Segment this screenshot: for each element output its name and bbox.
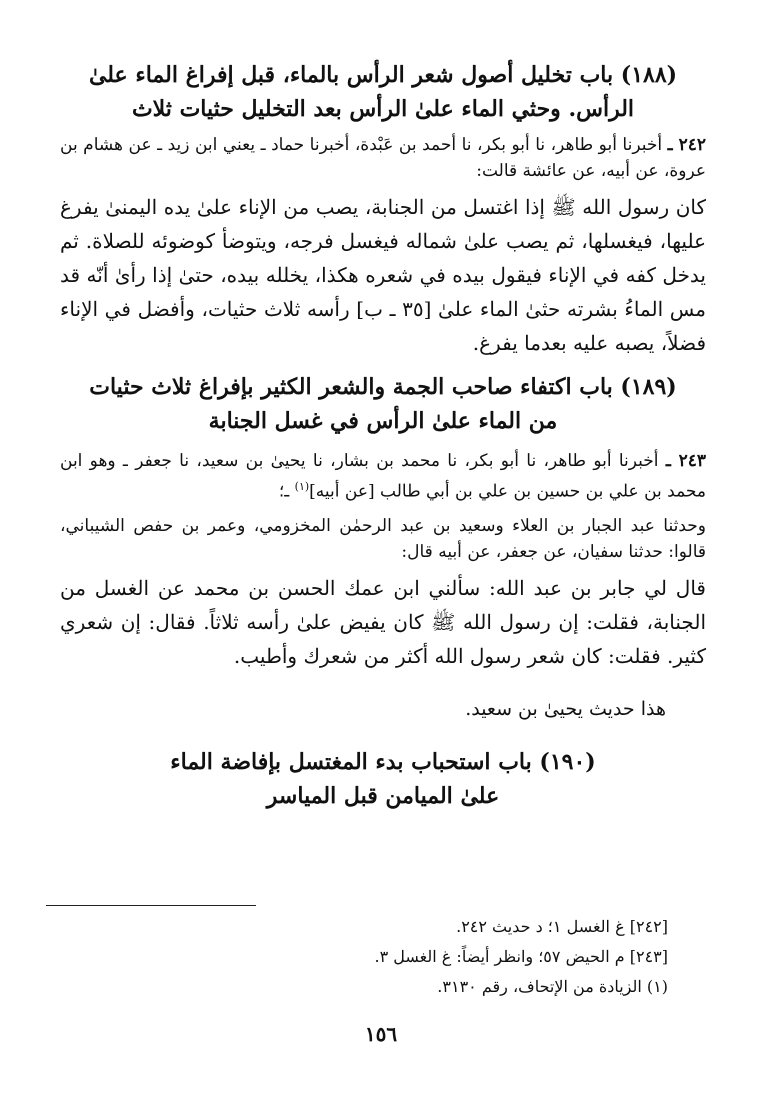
isnad-end: ـ؛ [278, 481, 295, 502]
isnad-text: أخبرنا أبو طاهر، نا أبو بكر، نا أحمد بن عَبْدة، أخبرنا حماد ـ يعني ابن زيد ـ عن هشام بن عروة، عن أبيه، عن عائشة قالت: [60, 135, 706, 181]
footnote-ref: (١) [294, 480, 310, 493]
hadith-number: ٢٤٣ ـ [665, 451, 707, 471]
isnad-text: أخبرنا أبو طاهر، نا أبو بكر، نا محمد بن بشار، نا يحيىٰ بن سعيد، نا جعفر ـ وهو ابن محمد بن علي بن حسين بن علي بن أبي طالب [عن أبيه] [60, 451, 706, 502]
page-number: ١٥٦ [364, 1022, 398, 1046]
footnotes [60, 912, 668, 1002]
chapter-heading-189 [60, 370, 706, 438]
footnote-item: [٢٤٣] م الحيض ٥٧؛ وانظر أيضاً: غ الغسل ٣. [374, 947, 668, 966]
chapter-heading-190 [60, 745, 706, 813]
footnote-divider [46, 905, 256, 906]
hadith-243-isnad [60, 448, 706, 505]
hadith-242-matn: كان رسول الله ﷺ إذا اغتسل من الجنابة، يصب من الإناء علىٰ يده اليمنىٰ يفرغ عليها، فيغسلها، ثم يصب علىٰ شماله فيغسل فرجه، ويتوضأ كوضوئه للصلاة. ثم يدخل كفه في الإناء فيقول بيده في شعره هكذا، يخلله بيده، حتىٰ إذا رأىٰ أنّه قد مس الماءُ بشرته حثىٰ الماء علىٰ [٣٥ ـ ب] رأسه ثلاث حثيات، وأفضل في الإناء فضلاً، يصبه عليه بعدما يفرغ. [60, 195, 706, 355]
chapter-heading-line: الرأس. وحثي الماء علىٰ الرأس بعد التخليل حثيات ثلاث [131, 96, 635, 122]
hadith-243-isnad-second: وحدثنا عبد الجبار بن العلاء وسعيد بن عبد الرحمٰن المخزومي، وعمر بن حفص الشيباني، قالوا: حدثنا سفيان، عن جعفر، عن أبيه قال: [60, 515, 706, 562]
chapter-heading-line: من الماء علىٰ الرأس في غسل الجنابة [208, 408, 558, 434]
chapter-heading-line: (١٨٩) باب اكتفاء صاحب الجمة والشعر الكثير بإفراغ ثلاث حثيات [89, 374, 677, 400]
chapter-heading-line: (١٨٨) باب تخليل أصول شعر الرأس بالماء، قبل إفراغ الماء علىٰ [88, 62, 678, 88]
chapter-heading-line: (١٩٠) باب استحباب بدء المغتسل بإفاضة الماء [170, 748, 596, 775]
hadith-242-isnad [60, 132, 706, 184]
chapter-heading-188 [60, 58, 706, 126]
hadith-243-matn: قال لي جابر بن عبد الله: سألني ابن عمك الحسن بن محمد عن الغسل من الجنابة، فقلت: إن رسول الله ﷺ كان يفيض علىٰ رأسه ثلاثاً. فقال: إن شعري كثير. فقلت: كان شعر رسول الله أكثر من شعرك وأطيب. [60, 575, 706, 668]
hadith-243-note: هذا حديث يحيىٰ بن سعيد. [465, 697, 666, 720]
footnote-item: [٢٤٢] غ الغسل ١؛ د حديث ٢٤٢. [456, 917, 668, 936]
chapter-heading-line: علىٰ الميامن قبل المياسر [266, 782, 500, 809]
hadith-number: ٢٤٢ ـ [667, 135, 706, 155]
page-body [60, 58, 706, 813]
footnote-item: (١) الزيادة من الإتحاف، رقم ٣١٣٠. [437, 977, 668, 996]
